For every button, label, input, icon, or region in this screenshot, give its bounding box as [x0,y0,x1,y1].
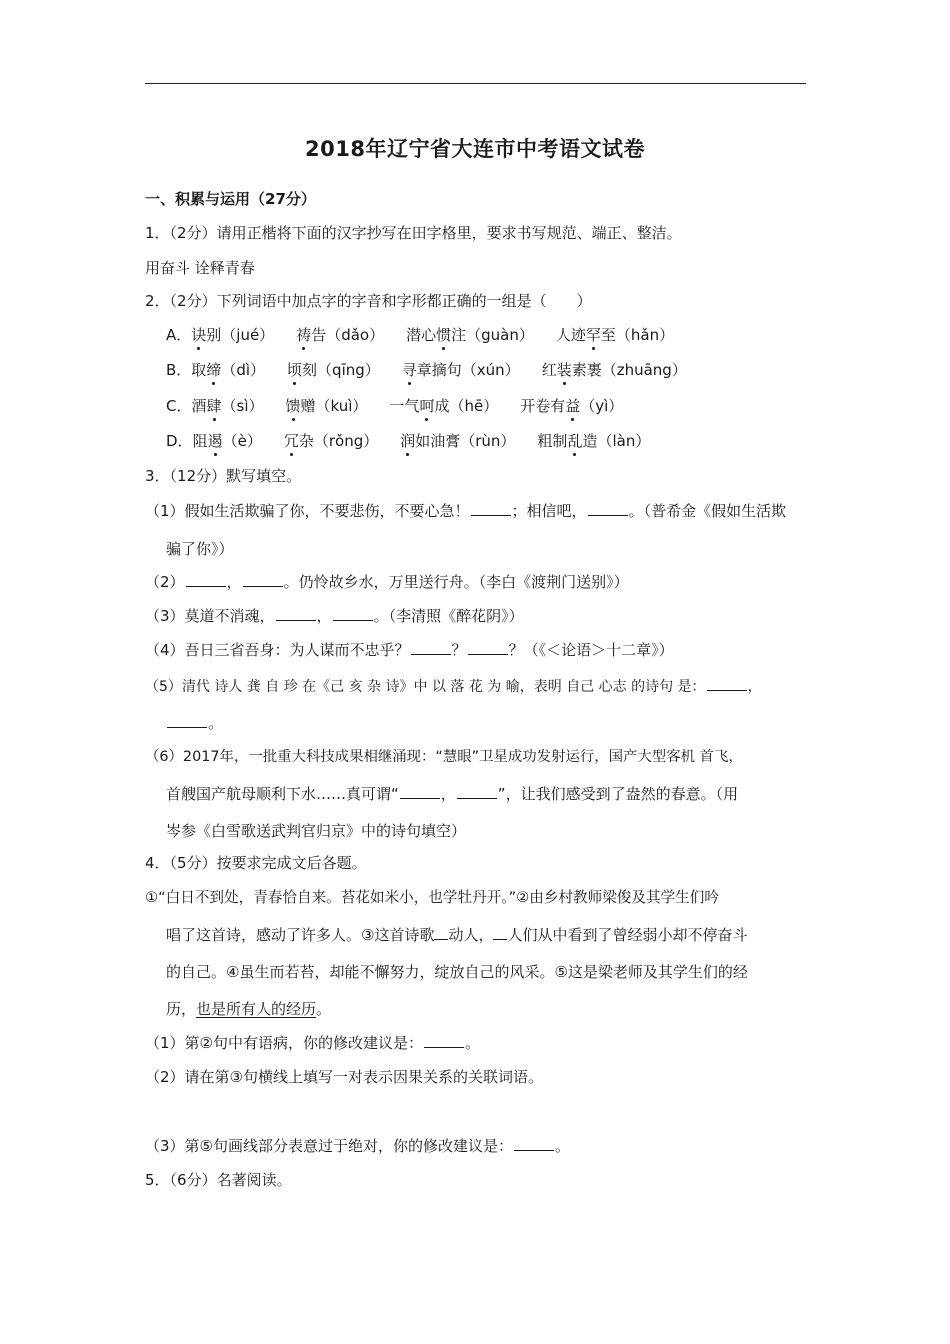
answer-blank [167,713,207,728]
q4-stem: 4．（5分）按要求完成文后各题。 [145,854,367,872]
answer-blank [434,925,448,940]
q2-option-d: D．阻遏（è） 冗杂（rǒng） 润如油膏（rùn） 粗制乱造（làn） [166,432,651,450]
answer-blank [514,1136,554,1151]
answer-blank [588,501,628,516]
option-label: B． [166,361,192,379]
q3-item-5: （5）清代 诗人 龚 自 珍 在《己 亥 杂 诗》中 以 落 花 为 喻，表明 自己 心志 的诗句 是： ， [145,676,762,697]
q4-passage-line-3: 的自己。④虽生而若苔，却能不懈努力，绽放自己的风采。⑤这是梁老师及其学生们的经 [166,963,748,981]
q3-item-5-cont: 。 [166,713,223,733]
q3-item-2: （2） ， 。仍怜故乡水，万里送行舟。（李白《渡荆门送别》） [145,573,629,591]
q3-stem: 3．（12分）默写填空。 [145,467,302,485]
q5-stem: 5．（6分）名著阅读。 [145,1171,292,1189]
answer-blank [424,1033,464,1048]
q4-sub-1: （1）第②句中有语病，你的修改建议是： 。 [145,1034,481,1052]
page-title: 2018年辽宁省大连市中考语文试卷 [305,137,645,161]
q3-item-6-cont2: 岑参《白雪歌送武判官归京》中的诗句填空） [166,822,467,840]
answer-blank [457,784,497,799]
q2-stem: 2．（2分）下列词语中加点字的字音和字形都正确的一组是（ ） [145,292,592,310]
underlined-phrase: 也是所有人的经历 [196,1000,317,1018]
q4-passage-line-1: ①“白日不到处，青春恰自来。苔花如米小，也学牡丹开。”②由乡村教师梁俊及其学生们吟 [145,889,719,906]
answer-blank [186,572,226,587]
answer-blank [707,676,747,691]
answer-blank [468,640,508,655]
q1-stem: 1．（2分）请用正楷将下面的汉字抄写在田字格里，要求书写规范、端正、整洁。 [145,224,682,242]
q3-item-4: （4）吾日三省吾身：为人谋而不忠乎？ ？ ？（《＜论语＞十二章》） [145,641,674,659]
answer-blank [411,640,451,655]
answer-blank [243,572,283,587]
answer-blank [276,606,316,621]
q4-sub-3: （3）第⑤句画线部分表意过于绝对，你的修改建议是： 。 [145,1137,571,1155]
answer-blank [471,501,511,516]
q4-passage-line-2: 唱了这首诗，感动了许多人。③这首诗歌 动人， 人们从中看到了曾经弱小却不停奋斗 [166,926,748,944]
q3-item-6: （6）2017年，一批重大科技成果相继涌现：“慧眼”卫星成功发射运行，国产大型客机 首飞， [145,749,743,765]
q1-text: 用奋斗 诠释青春 [145,259,255,277]
answer-blank [493,925,507,940]
q3-item-3: （3）莫道不消魂， ， 。（李清照《醉花阴》） [145,607,524,625]
q2-option-b: B．取缔（dì） 顷刻（qīng） 寻章摘句（xún） 红装素裹（zhuāng） [166,361,687,379]
option-label: A． [166,326,192,344]
q3-item-1-cont: 骗了你》） [166,540,234,558]
option-label: D． [166,432,193,450]
answer-blank [400,784,440,799]
q4-passage-line-4: 历，也是所有人的经历。 [166,1000,332,1018]
option-label: C． [166,397,192,415]
answer-blank [333,606,373,621]
section-heading: 一、积累与运用（27分） [145,190,316,208]
q4-sub-2: （2）请在第③句横线上填写一对表示因果关系的关联词语。 [145,1068,543,1086]
q2-option-a: A．诀别（jué） 祷告（dǎo） 潜心惯注（guàn） 人迹罕至（hǎn） [166,326,675,344]
header-rule [145,83,806,84]
q3-item-1: （1）假如生活欺骗了你，不要悲伤，不要心急！ ；相信吧， 。（普希金《假如生活欺 [145,502,787,520]
q3-item-6-cont: 首艘国产航母顺利下水……真可谓“ ， ”，让我们感受到了盎然的春意。（用 [166,785,739,803]
q2-option-c: C．酒肆（sì） 馈赠（kuì） 一气呵成（hē） 开卷有益（yì） [166,397,624,415]
